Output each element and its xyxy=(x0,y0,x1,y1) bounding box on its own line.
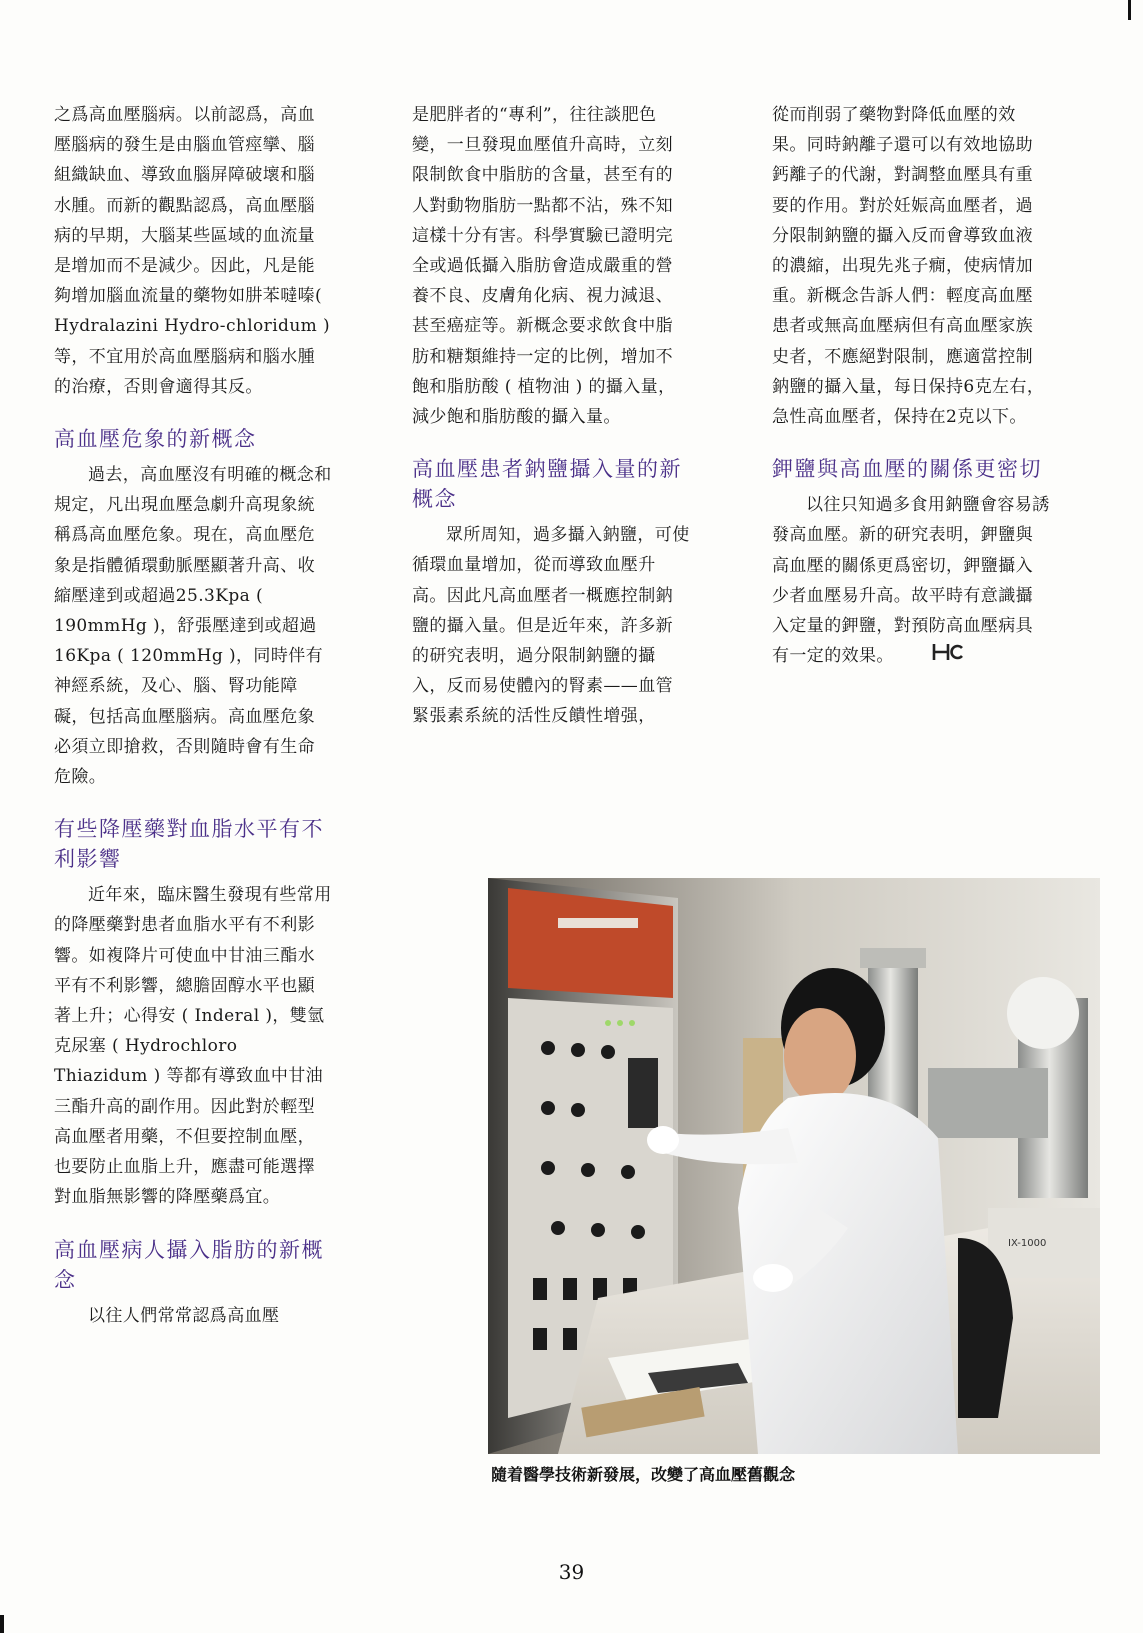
paragraph: 從而削弱了藥物對降低血壓的效果。同時鈉離子還可以有效地協助鈣離子的代謝，對調整血壓具有重要的作用。對於妊娠高血壓者，過分限制鈉鹽的攝入反而會導致血液的濃縮，出現先兆子癇，使病情加重。新概念告訴人們：輕度高血壓患者或無高血壓病但有高血壓家族史者，不應絕對限制，應適當控制鈉鹽的攝入量，每日保持6克左右，急性高血壓者，保持在2克以下。 xyxy=(772,105,1045,428)
column-2 xyxy=(412,100,690,732)
glove-icon xyxy=(647,1126,679,1154)
paragraph: 之爲高血壓腦病。以前認爲，高血壓腦病的發生是由腦血管痙攣、腦組織缺血、導致血腦屏障破壞和腦水腫。而新的觀點認爲，高血壓腦病的早期，大腦某些區域的血流量是增加而不是減少。因此，凡是能夠增加腦血流量的藥物如肼苯噠嗪( Hydralazini Hydro-chloridum ) 等，不宜用於高血壓腦病和腦水腫的治療，否則會適得其反。 xyxy=(54,105,331,397)
machine-label: IX-1000 xyxy=(1008,1238,1047,1249)
section-heading: 高血壓病人攝入脂肪的新概念 xyxy=(54,1237,324,1292)
section-heading: 高血壓危象的新概念 xyxy=(54,427,257,452)
scan-edge-mark xyxy=(0,1615,4,1633)
paragraph: 是肥胖者的“專利”，往往談肥色變，一旦發現血壓值升高時，立刻限制飲食中脂肪的含量，甚至有的人對動物脂肪一點都不沾，殊不知這樣十分有害。科學實驗已證明完全或過低攝入脂肪會造成嚴重的營養不良、皮膚角化病、視力減退、甚至癌症等。新概念要求飲食中脂肪和糖類維持一定的比例，增加不飽和脂肪酸 ( 植物油 ) 的攝入量，減少飽和脂肪酸的攝入量。 xyxy=(412,105,676,428)
end-mark-logo-icon xyxy=(898,642,966,672)
scan-edge-mark xyxy=(1128,0,1131,20)
column-1 xyxy=(54,100,332,1331)
section-heading: 有些降壓藥對血脂水平有不利影響 xyxy=(54,817,324,872)
paragraph: 近年來，臨床醫生發現有些常用的降壓藥對患者血脂水平有不利影響。如複降片可使血中甘油三酯水平有不利影響，總膽固醇水平也顯著上升；心得安 ( Inderal )，雙氫克尿塞 ( Hydrochloro Thiazidum ) 等都有導致血中甘油三酯升高的副作用。因此對於輕型高血壓者用藥，不但要控制血壓，也要防止血脂上升，應盡可能選擇對血脂無影響的降壓藥爲宜。 xyxy=(54,885,332,1208)
photo-caption: 隨着醫學技術新發展，改變了高血壓舊觀念 xyxy=(491,1465,796,1484)
paragraph: 眾所周知，過多攝入鈉鹽，可使循環血量增加，從而導致血壓升高。因此凡高血壓者一概應控制鈉鹽的攝入量。但是近年來，許多新的研究表明，過分限制鈉鹽的攝入，反而易使體內的腎素——血管緊張素系統的活性反饋性增强， xyxy=(412,525,690,727)
column-3 xyxy=(772,100,1050,672)
section-heading: 鉀鹽與高血壓的關係更密切 xyxy=(772,457,1042,482)
paragraph-text: 以往只知過多食用鈉鹽會容易誘發高血壓。新的研究表明，鉀鹽與高血壓的關係更爲密切，鉀鹽攝入少者血壓易升高。故平時有意識攝入定量的鉀鹽，對預防高血壓病具有一定的效果。 xyxy=(772,495,1050,667)
page-number: 39 xyxy=(558,1560,585,1584)
paragraph: 過去，高血壓沒有明確的概念和規定，凡出現血壓急劇升高現象統稱爲高血壓危象。現在，高血壓危象是指體循環動脈壓顯著升高、收縮壓達到或超過25.3Kpa ( 190mmHg )，舒張壓達到或超過16Kpa ( 120mmHg )，同時伴有神經系統，及心、腦、腎功能障礙，包括高血壓腦病。高血壓危象必須立即搶救，否則隨時會有生命危險。 xyxy=(54,465,332,788)
paragraph: 以往人們常常認爲高血壓 xyxy=(88,1305,280,1326)
lab-photo xyxy=(488,878,1100,1454)
technician-face xyxy=(784,1008,856,1104)
paragraph xyxy=(772,490,1050,672)
section-heading: 高血壓患者鈉鹽攝入量的新概念 xyxy=(412,457,682,512)
